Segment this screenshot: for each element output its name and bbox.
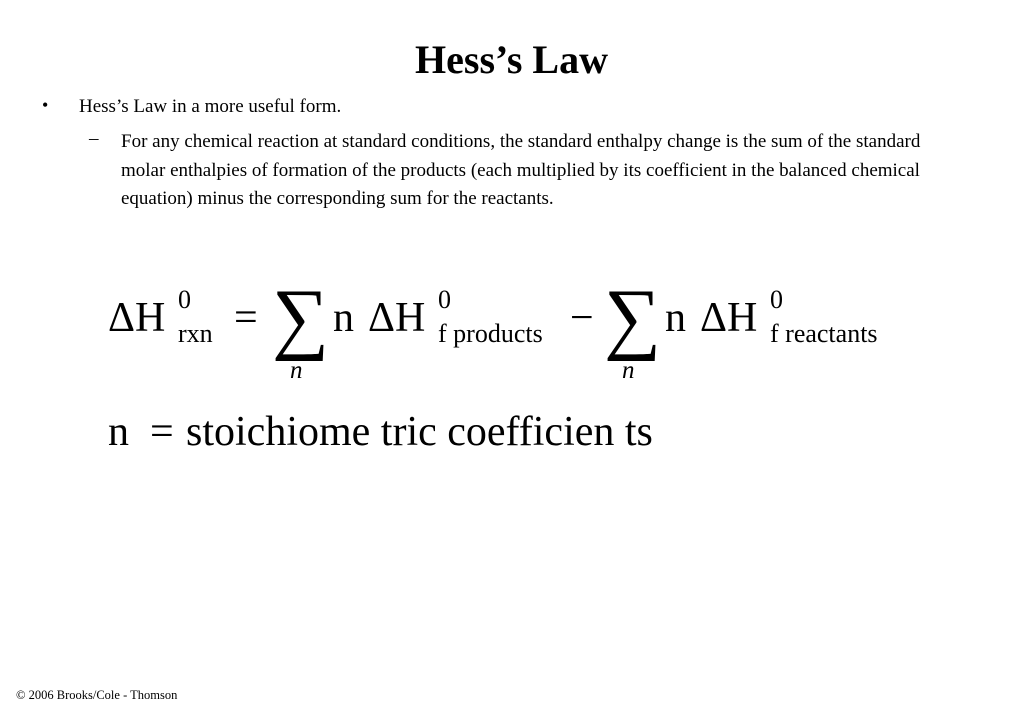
eq-coef-products: n — [333, 295, 354, 341]
eq-sum-products: ∑ — [272, 274, 330, 362]
sub-bullet-text: For any chemical reaction at standard conditions, the standard enthalpy change is the sum of the standard molar enthalpies of formation of the products (each multiplied by its coefficient in the balanced chemical equation) minus the corresponding sum for the reactants. — [121, 131, 921, 209]
eq-term-reactants-sub: f reactants — [770, 319, 878, 348]
def-text: stoichiome tric coefficien ts — [186, 409, 653, 455]
eq-minus: − — [570, 295, 594, 341]
bullet-text: Hess’s Law in a more useful form. — [79, 96, 342, 117]
eq-lhs-sup: 0 — [178, 285, 191, 314]
sub-bullet-marker: – — [89, 128, 99, 149]
eq-term-reactants-sup: 0 — [770, 285, 783, 314]
def-equals: = — [150, 409, 174, 455]
copyright-footer: © 2006 Brooks/Cole - Thomson — [16, 688, 178, 702]
eq-equals: = — [234, 295, 258, 341]
eq-sum-index-reactants: n — [622, 357, 635, 384]
eq-sum-index-products: n — [290, 357, 303, 384]
eq-lhs: ΔH — [108, 295, 166, 341]
eq-sum-reactants: ∑ — [604, 274, 662, 362]
slide-title: Hess’s Law — [415, 37, 608, 82]
eq-term-products-sup: 0 — [438, 285, 451, 314]
eq-term-products-sub: f products — [438, 319, 543, 348]
eq-term-products: ΔH — [368, 295, 426, 341]
eq-term-reactants: ΔH — [700, 295, 758, 341]
eq-lhs-sub: rxn — [178, 319, 213, 348]
eq-coef-reactants: n — [665, 295, 686, 341]
def-symbol: n — [108, 409, 129, 455]
bullet-marker: • — [42, 95, 49, 115]
